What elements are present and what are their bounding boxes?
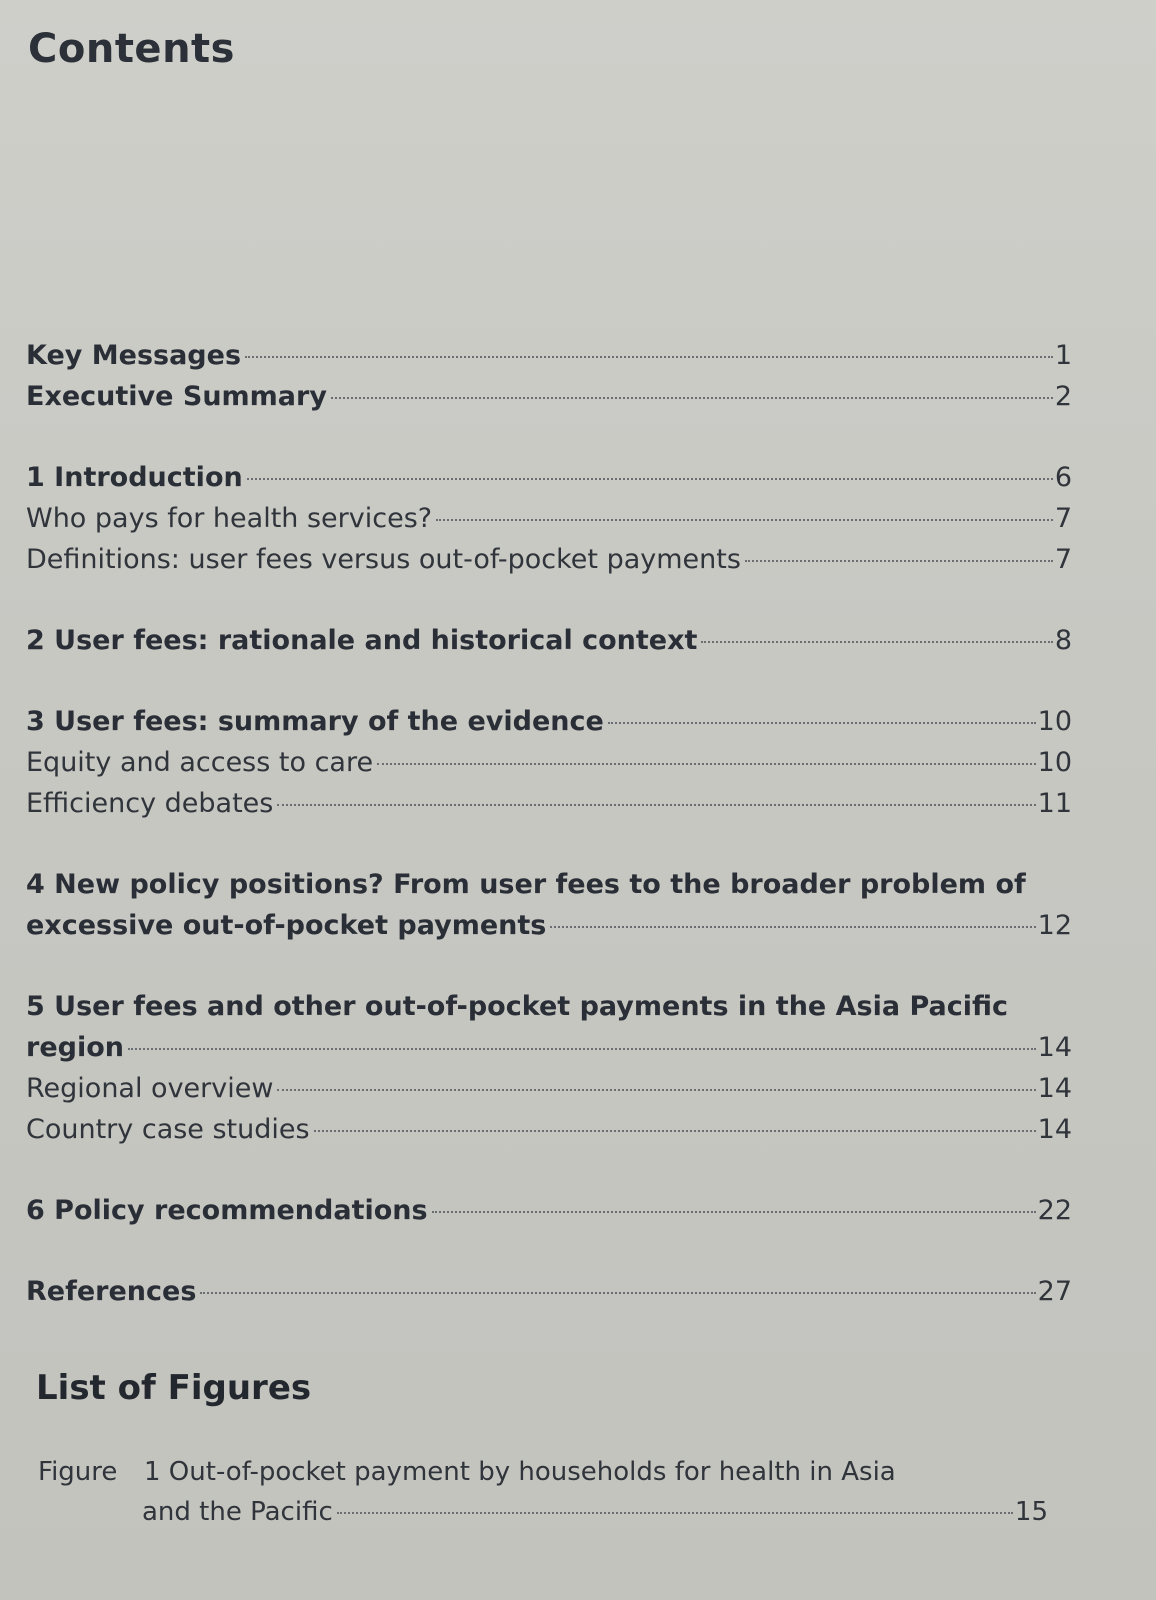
toc-entry-page: 22 bbox=[1037, 1195, 1072, 1226]
dot-leader bbox=[247, 478, 1053, 480]
toc-entry-title: 1 Introduction bbox=[26, 462, 243, 493]
dot-leader bbox=[550, 926, 1035, 928]
toc-entry-executive-summary[interactable] bbox=[26, 376, 1072, 417]
toc-entry-page: 2 bbox=[1054, 381, 1072, 412]
toc-entry-new-policy-positions[interactable] bbox=[26, 864, 1072, 946]
toc-entry-title: 6 Policy recommendations bbox=[26, 1195, 428, 1226]
toc-entry-page: 7 bbox=[1054, 503, 1072, 534]
dot-leader bbox=[245, 356, 1053, 358]
toc-entry-title: References bbox=[26, 1276, 197, 1307]
dot-leader bbox=[337, 1512, 1013, 1514]
toc-entry-country-case-studies[interactable] bbox=[26, 1109, 1072, 1150]
toc-entry-title: Who pays for health services? bbox=[26, 503, 433, 534]
toc-entry-title-line1: 4 New policy positions? From user fees to the broader problem of bbox=[26, 869, 1026, 900]
figure-title-line2: and the Pacific bbox=[142, 1497, 333, 1527]
toc-entry-title: Efficiency debates bbox=[26, 788, 274, 819]
dot-leader bbox=[128, 1048, 1036, 1050]
toc-entry-page: 27 bbox=[1037, 1276, 1072, 1307]
toc-entry-title: Key Messages bbox=[26, 340, 242, 371]
dot-leader bbox=[277, 1089, 1035, 1091]
toc-entry-policy-recommendations[interactable] bbox=[26, 1190, 1072, 1231]
contents-heading: Contents bbox=[28, 26, 235, 72]
figure-title-line1: 1 Out-of-pocket payment by households for health in Asia bbox=[144, 1457, 896, 1487]
toc-entry-title: 3 User fees: summary of the evidence bbox=[26, 706, 604, 737]
toc-entry-title-line1: 5 User fees and other out-of-pocket payments in the Asia Pacific bbox=[26, 991, 1009, 1022]
toc-entry-page: 6 bbox=[1054, 462, 1072, 493]
toc-entry-user-fees-rationale[interactable] bbox=[26, 620, 1072, 661]
dot-leader bbox=[377, 763, 1036, 765]
dot-leader bbox=[314, 1130, 1036, 1132]
toc-entry-page: 8 bbox=[1054, 625, 1072, 656]
toc-entry-page: 14 bbox=[1037, 1073, 1072, 1104]
toc-entry-title: Definitions: user fees versus out-of-pocket payments bbox=[26, 544, 741, 575]
toc-entry-page: 7 bbox=[1054, 544, 1072, 575]
toc-entry-regional-overview[interactable] bbox=[26, 1068, 1072, 1109]
toc-entry-title-line2: region bbox=[26, 1032, 124, 1063]
toc-entry-title: Executive Summary bbox=[26, 381, 327, 412]
toc-entry-efficiency[interactable] bbox=[26, 783, 1072, 824]
figure-label: Figure bbox=[38, 1457, 118, 1487]
dot-leader bbox=[436, 519, 1053, 521]
toc-entry-asia-pacific[interactable] bbox=[26, 986, 1072, 1068]
dot-leader bbox=[277, 804, 1035, 806]
toc-entry-title: 2 User fees: rationale and historical context bbox=[26, 625, 698, 656]
toc-entry-title: Country case studies bbox=[26, 1114, 310, 1145]
toc-entry-title-line2: excessive out-of-pocket payments bbox=[26, 910, 547, 941]
toc-entry-key-messages[interactable] bbox=[26, 335, 1072, 376]
toc-entry-page: 11 bbox=[1037, 788, 1072, 819]
dot-leader bbox=[608, 722, 1036, 724]
toc-entry-title: Regional overview bbox=[26, 1073, 274, 1104]
toc-entry-definitions[interactable] bbox=[26, 539, 1072, 580]
toc-entry-equity[interactable] bbox=[26, 742, 1072, 783]
dot-leader bbox=[745, 560, 1053, 562]
toc-entry-page: 1 bbox=[1054, 340, 1072, 371]
dot-leader bbox=[701, 641, 1052, 643]
dot-leader bbox=[200, 1292, 1035, 1294]
figure-entry-1[interactable] bbox=[38, 1452, 1048, 1532]
toc-entry-who-pays[interactable] bbox=[26, 498, 1072, 539]
toc-entry-page: 10 bbox=[1037, 706, 1072, 737]
toc-entry-page: 14 bbox=[1037, 1114, 1072, 1145]
figure-page: 15 bbox=[1014, 1497, 1048, 1527]
toc-entry-evidence[interactable] bbox=[26, 701, 1072, 742]
table-of-contents bbox=[26, 335, 1072, 1312]
toc-entry-page: 12 bbox=[1037, 910, 1072, 941]
toc-entry-introduction[interactable] bbox=[26, 457, 1072, 498]
dot-leader bbox=[331, 397, 1053, 399]
list-of-figures-heading: List of Figures bbox=[36, 1368, 312, 1408]
toc-entry-references[interactable] bbox=[26, 1271, 1072, 1312]
toc-entry-page: 10 bbox=[1037, 747, 1072, 778]
toc-entry-title: Equity and access to care bbox=[26, 747, 374, 778]
toc-entry-page: 14 bbox=[1037, 1032, 1072, 1063]
dot-leader bbox=[432, 1211, 1036, 1213]
